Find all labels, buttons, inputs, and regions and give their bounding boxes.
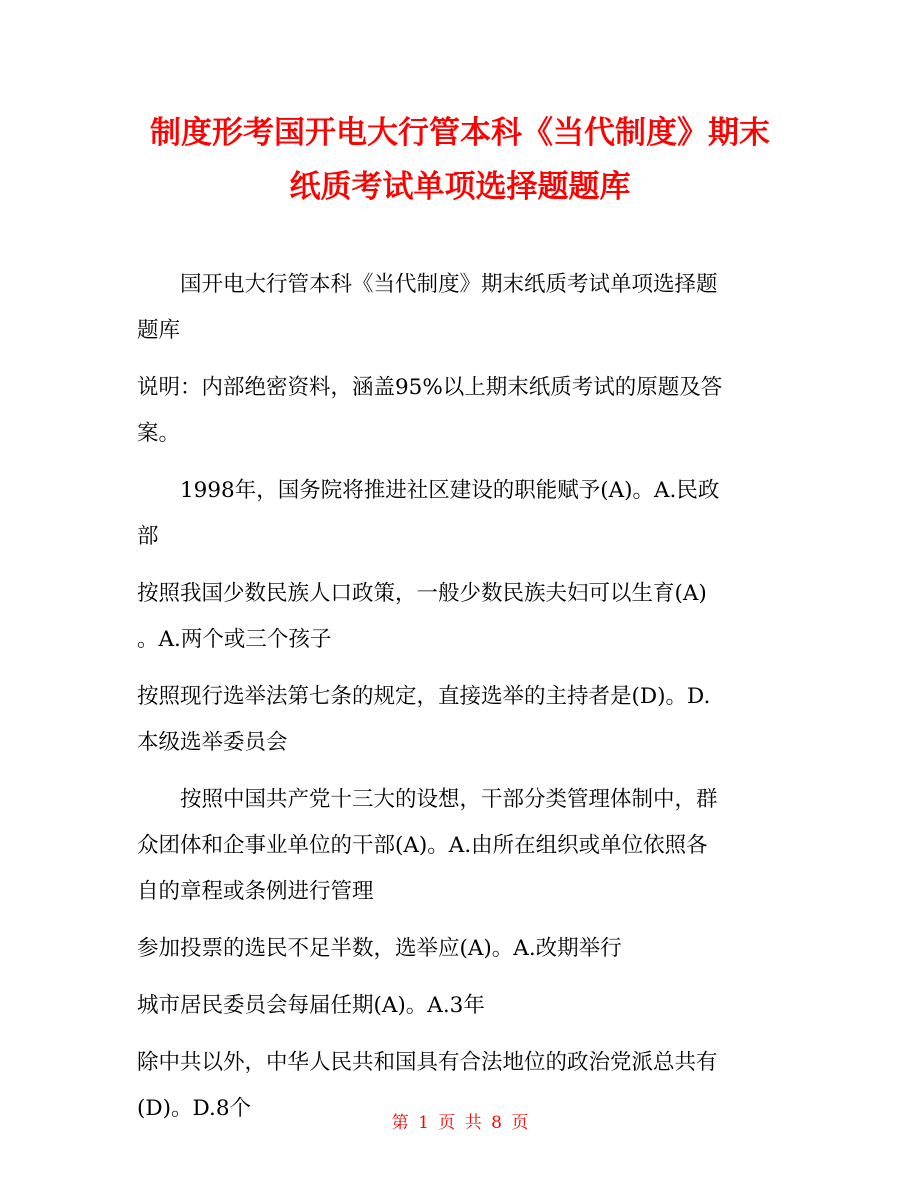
paragraph-line: 国开电大行管本科《当代制度》期末纸质考试单项选择题 bbox=[180, 272, 718, 297]
title-line-2: 纸质考试单项选择题题库 bbox=[289, 169, 631, 205]
paragraph-line: 城市居民委员会每届任期(A)。A.3年 bbox=[137, 993, 485, 1018]
page-footer: 第 1 页 共 8 页 bbox=[391, 1113, 529, 1133]
document-title bbox=[0, 106, 920, 214]
paragraph-line: 按照我国少数民族人口政策，一般少数民族夫妇可以生育(A) bbox=[137, 581, 707, 606]
paragraph-intro bbox=[137, 262, 787, 354]
paragraph-line: 按照现行选举法第七条的规定，直接选举的主持者是(D)。D. bbox=[137, 684, 711, 709]
question-item bbox=[137, 777, 787, 915]
paragraph-line: 案。 bbox=[137, 421, 181, 446]
paragraph-line: 题库 bbox=[137, 318, 181, 343]
paragraph-line: 本级选举委员会 bbox=[137, 730, 288, 755]
question-item bbox=[137, 571, 787, 663]
document-body bbox=[137, 262, 787, 1132]
paragraph-line: 。A.两个或三个孩子 bbox=[137, 627, 332, 652]
question-item bbox=[137, 468, 787, 560]
question-item bbox=[137, 926, 787, 972]
paragraph-line: (D)。D.8个 bbox=[137, 1096, 251, 1121]
paragraph-line: 1998年，国务院将推进社区建设的职能赋予(A)。A.民政 bbox=[180, 478, 720, 503]
question-item bbox=[137, 983, 787, 1029]
paragraph-line: 参加投票的选民不足半数，选举应(A)。A.改期举行 bbox=[137, 936, 622, 961]
title-line-1: 制度形考国开电大行管本科《当代制度》期末 bbox=[150, 115, 770, 151]
paragraph-line: 除中共以外，中华人民共和国具有合法地位的政治党派总共有 bbox=[137, 1050, 718, 1075]
paragraph-line: 部 bbox=[137, 524, 159, 549]
paragraph-line: 说明：内部绝密资料，涵盖95%以上期末纸质考试的原题及答 bbox=[137, 375, 723, 400]
paragraph-line: 自的章程或条例进行管理 bbox=[137, 879, 374, 904]
question-item bbox=[137, 674, 787, 766]
paragraph-line: 众团体和企事业单位的干部(A)。A.由所在组织或单位依照各 bbox=[137, 833, 708, 858]
paragraph-line: 按照中国共产党十三大的设想，干部分类管理体制中，群 bbox=[180, 787, 718, 812]
paragraph-note bbox=[137, 365, 787, 457]
